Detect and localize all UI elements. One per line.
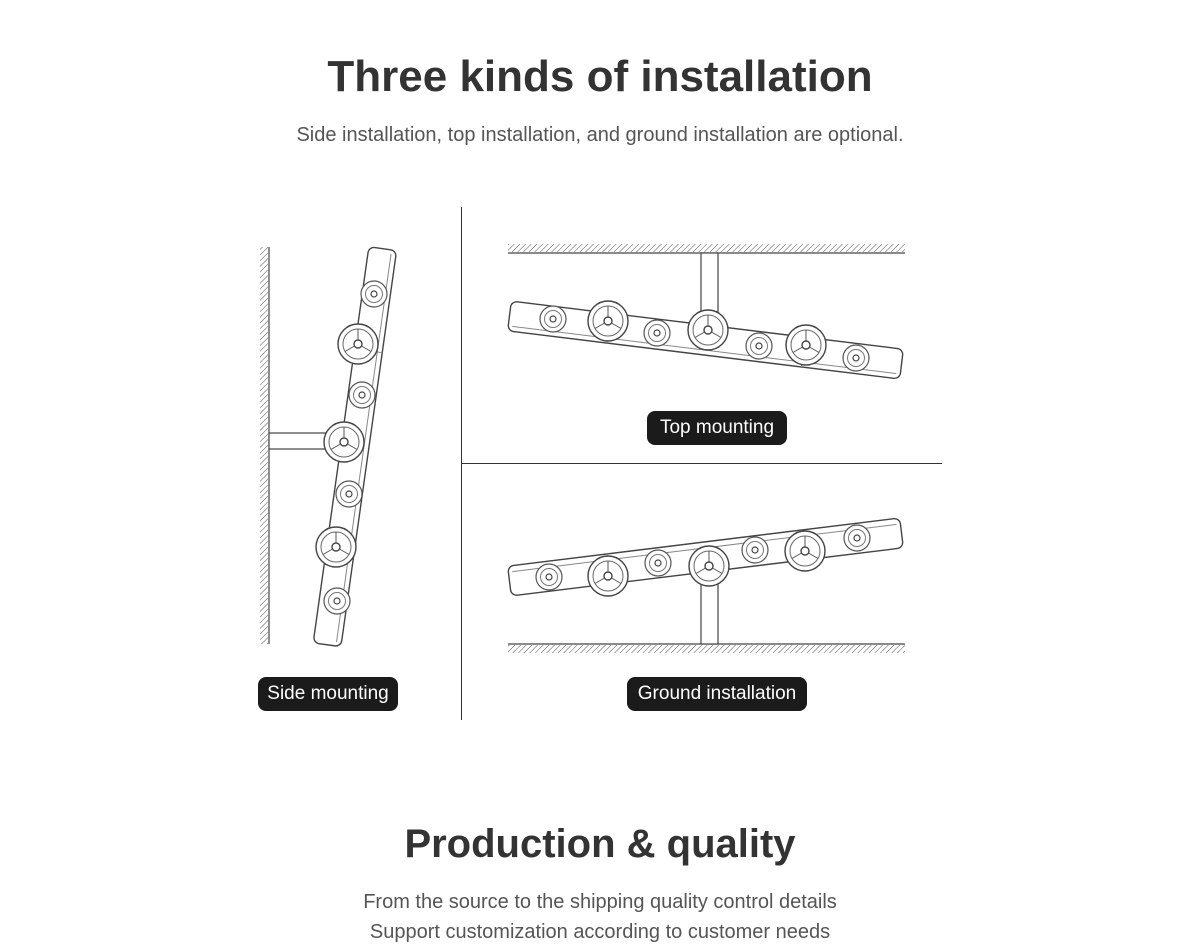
section-title-installation: Three kinds of installation bbox=[327, 52, 873, 101]
ground-installation-diagram bbox=[508, 518, 905, 653]
production-desc-line-1: From the source to the shipping quality control details bbox=[363, 891, 837, 913]
label-side-mounting: Side mounting bbox=[258, 677, 398, 711]
top-mounting-diagram bbox=[508, 244, 905, 379]
label-ground-installation: Ground installation bbox=[627, 677, 807, 711]
production-desc-line-2: Support customization according to customer needs bbox=[369, 921, 831, 943]
section-title-production: Production & quality bbox=[404, 822, 796, 866]
label-top-mounting: Top mounting bbox=[647, 411, 787, 445]
side-mounting-diagram bbox=[260, 247, 397, 647]
section-subtitle-installation: Side installation, top installation, and ground installation are optional. bbox=[296, 124, 904, 146]
